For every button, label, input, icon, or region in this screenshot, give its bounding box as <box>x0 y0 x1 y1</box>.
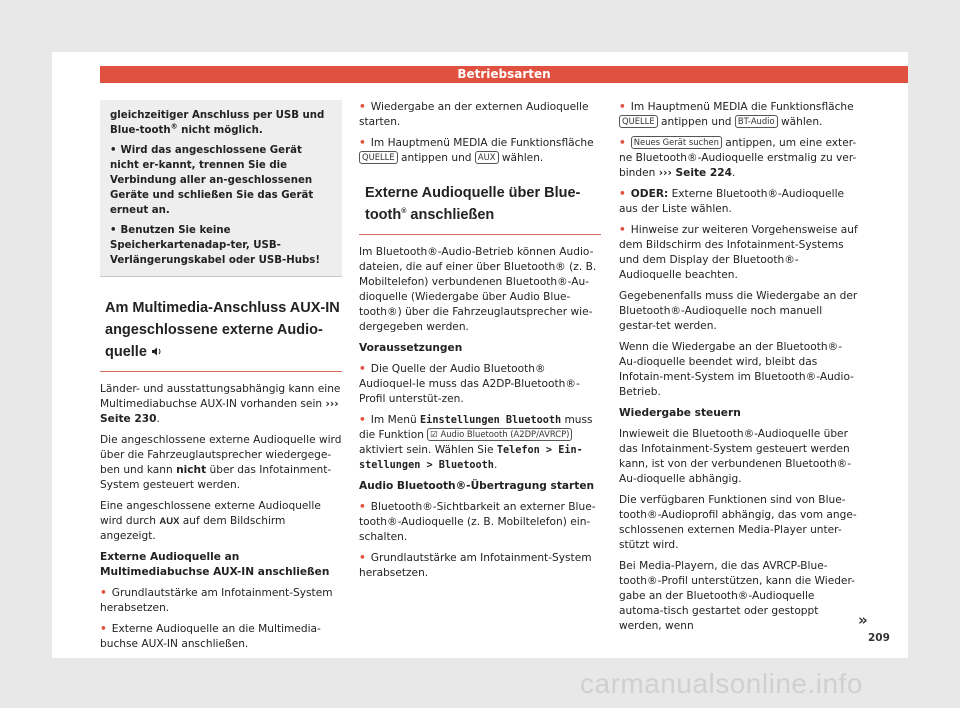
bullet-item: • Im Hauptmenü MEDIA die Funktionsfläche QUELLE antippen und BT-Audio wählen. <box>619 100 859 130</box>
page-reference[interactable]: ››› Seite 224 <box>658 167 733 179</box>
watermark: carmanualsonline.info <box>580 668 863 699</box>
new-device-search-button[interactable]: Neues Gerät suchen <box>631 136 722 149</box>
menu-path: Telefon > Ein-stellungen > Bluetooth <box>359 445 583 471</box>
bullet-item: • Grundlautstärke am Infotainment-System herabsetzen. <box>100 586 342 616</box>
menu-path: Einstellungen Bluetooth <box>420 415 562 426</box>
speaker-icon <box>151 347 163 356</box>
bt-paragraph-2: Gegebenenfalls muss die Wiedergabe an der Bluetooth®-Audioquelle noch manuell gestar-tet werden. <box>619 290 858 332</box>
page-header: Betriebsarten <box>100 66 908 83</box>
column-right <box>619 100 859 640</box>
bullet-item: • Hinweise zur weiteren Vorgehensweise auf dem Bildschirm des Infotainment-Systems und dem Display der Bluetooth®-Audioquelle beachten. <box>619 223 859 283</box>
aux-button[interactable]: AUX <box>475 151 499 164</box>
bullet-item: • ODER: Externe Bluetooth®-Audioquelle aus der Liste wählen. <box>619 187 859 217</box>
audio-bluetooth-checkbox[interactable]: ☑ Audio Bluetooth (A2DP/AVRCP) <box>427 428 572 441</box>
section-heading-aux: Am Multimedia-Anschluss AUX-IN angeschlossene externe Audio-quelle <box>100 297 342 372</box>
bullet-item: • Im Menü Einstellungen Bluetooth muss die Funktion ☑ Audio Bluetooth (A2DP/AVRCP) aktiviert sein. Wählen Sie Telefon > Ein-stellungen > Bluetooth. <box>359 413 601 473</box>
note-item-3: • Benutzen Sie keine Speicherkartenadap-ter, USB-Verlängerungskabel oder USB-Hubs! <box>110 223 334 268</box>
checkbox-checked-icon: ☑ <box>430 429 441 439</box>
bt-paragraph-6: Bei Media-Playern, die das AVRCP-Blue-tooth®-Profil unterstützen, kann die Wieder-gabe an der Bluetooth®-Audioquelle automa-tisch gestartet oder gestoppt werden, wenn <box>619 560 855 632</box>
note-box <box>100 100 342 277</box>
aux-paragraph-3: Eine angeschlossene externe Audioquelle wird durch AUX auf dem Bildschirm angezeigt. <box>100 500 321 542</box>
bt-paragraph-5: Die verfügbaren Funktionen sind von Blue-tooth®-Audioprofil abhängig, das vom ange-schlossenen externen Media-Player unter-stützt wird. <box>619 494 857 551</box>
bullet-item: • Grundlautstärke am Infotainment-System herabsetzen. <box>359 551 601 581</box>
section-heading-bluetooth: Externe Audioquelle über Blue-tooth® anschließen <box>359 182 601 235</box>
bt-paragraph-4: Inwieweit die Bluetooth®-Audioquelle über das Infotainment-System gesteuert werden kann, ist von der verbundenen Bluetooth®-Au-dioquelle abhängig. <box>619 428 852 485</box>
bt-audio-button[interactable]: BT-Audio <box>735 115 778 128</box>
bullet-item: • Bluetooth®-Sichtbarkeit an externer Blue-tooth®-Audioquelle (z. B. Mobiltelefon) ein-schalten. <box>359 500 601 545</box>
aux-paragraph-2: Die angeschlossene externe Audioquelle wird über die Fahrzeuglautsprecher wiedergege-ben und kann nicht über das Infotainment-System gesteuert werden. <box>100 434 342 491</box>
column-middle <box>359 100 601 587</box>
subheading-requirements: Voraussetzungen <box>359 342 463 354</box>
column-left <box>100 100 342 658</box>
aux-paragraph-1: Länder- und ausstattungsabhängig kann eine Multimediabuchse AUX-IN vorhanden sein ››› Seite 230. <box>100 383 341 425</box>
quelle-button[interactable]: QUELLE <box>619 115 658 128</box>
subheading-aux-connect: Externe Audioquelle an Multimediabuchse AUX-IN anschließen <box>100 551 330 578</box>
note-item-2: • Wird das angeschlossene Gerät nicht er-kannt, trennen Sie die Verbindung aller an-geschlossenen Geräte und schließen Sie das Gerät erneut an. <box>110 143 334 218</box>
aux-label: AUX <box>159 516 180 527</box>
bullet-item: • Im Hauptmenü MEDIA die Funktionsfläche QUELLE antippen und AUX wählen. <box>359 136 601 166</box>
page-number: 209 <box>868 632 890 644</box>
page-reference[interactable]: ››› Seite 230 <box>100 398 339 425</box>
subheading-start-transfer: Audio Bluetooth®-Übertragung starten <box>359 480 595 492</box>
bt-paragraph-3: Wenn die Wiedergabe an der Bluetooth®-Au-dioquelle beendet wird, bleibt das Infotain-ment-System im Bluetooth®-Audio-Betrieb. <box>619 341 854 398</box>
bullet-item: • Externe Audioquelle an die Multimedia-buchse AUX-IN anschließen. <box>100 622 342 652</box>
bullet-item: • Die Quelle der Audio Bluetooth® Audioquel-le muss das A2DP-Bluetooth®-Profil unterstüt-zen. <box>359 362 601 407</box>
bullet-item: • Neues Gerät suchen antippen, um eine exter-ne Bluetooth®-Audioquelle erstmalig zu ver-binden ››› Seite 224. <box>619 136 859 181</box>
subheading-control-playback: Wiedergabe steuern <box>619 407 741 419</box>
bt-paragraph-1: Im Bluetooth®-Audio-Betrieb können Audio-dateien, die auf einer über Bluetooth® (z. B. Mobiltelefon) verbundenen Bluetooth®-Au-dioquelle (Wiedergabe über Audio Blue-tooth®) über die Fahrzeuglautsprecher wie-dergegeben werden. <box>359 246 597 333</box>
quelle-button[interactable]: QUELLE <box>359 151 398 164</box>
bullet-item: • Wiedergabe an der externen Audioquelle starten. <box>359 100 601 130</box>
continue-arrow-icon: » <box>858 611 868 629</box>
note-item-1: gleichzeitiger Anschluss per USB und Blue-tooth® nicht möglich. <box>110 110 325 136</box>
